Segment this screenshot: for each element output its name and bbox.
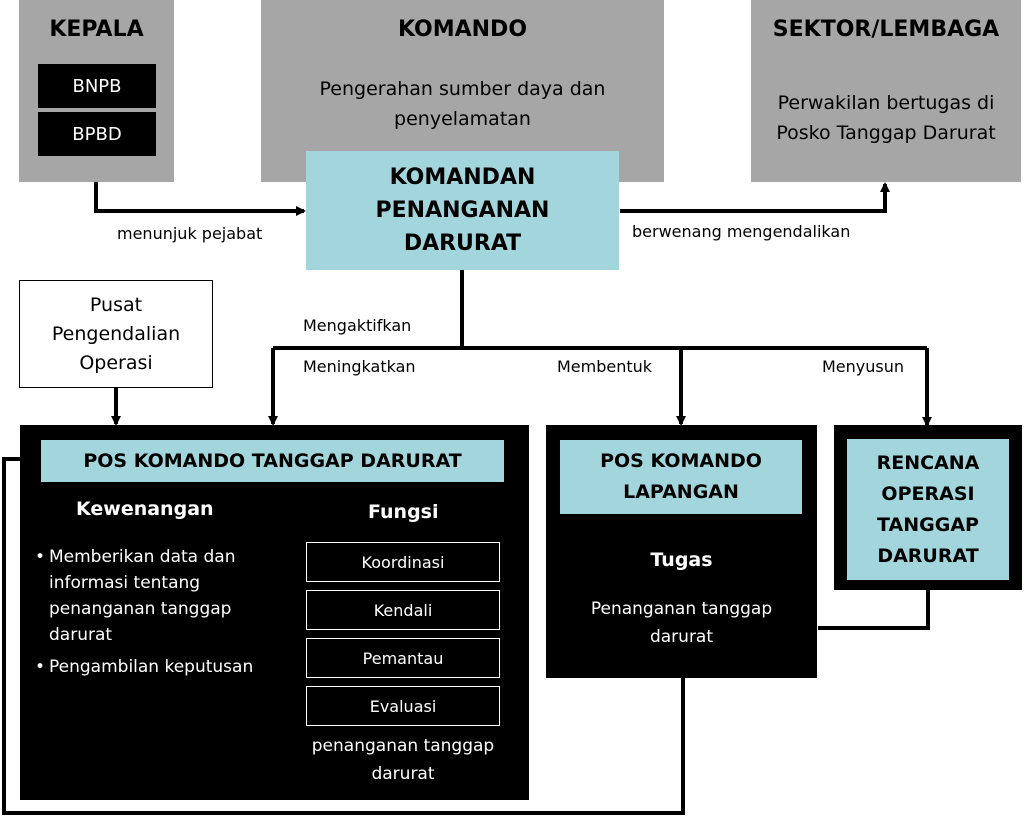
fungsi-item-koordinasi: Koordinasi [306, 542, 500, 582]
fungsi-item-pemantau: Pemantau [306, 638, 500, 678]
label-menyusun: Menyusun [822, 357, 905, 376]
sektor-desc: Perwakilan bertugas di Posko Tanggap Darurat [776, 92, 996, 144]
kepala-box [19, 0, 174, 182]
pos-lapangan-box [546, 425, 817, 678]
rencana-title: RENCANA OPERASI TANGGAP DARURAT [847, 439, 1009, 580]
kewenangan-title: Kewenangan [76, 498, 214, 520]
label-mengaktifkan: Mengaktifkan [303, 316, 412, 335]
kepala-title: KEPALA [49, 16, 144, 42]
sektor-box [751, 0, 1021, 182]
fungsi-footer: penanganan tanggap darurat [311, 736, 495, 784]
label-membentuk: Membentuk [557, 357, 653, 376]
arrow-berwenang [620, 184, 885, 211]
label-meningkatkan: Meningkatkan [303, 357, 416, 376]
fungsi-item-kendali: Kendali [306, 590, 500, 630]
komandan-box: KOMANDAN PENANGANAN DARURAT [306, 151, 619, 270]
kepala-item-bnpb: BNPB [38, 64, 156, 108]
kewenangan-item: • Pengambilan keputusan [35, 654, 280, 680]
pos-komando-title: POS KOMANDO TANGGAP DARURAT [41, 440, 504, 482]
kepala-item-bpbd: BPBD [38, 112, 156, 156]
pos-lapangan-title: POS KOMANDO LAPANGAN [560, 440, 802, 514]
sektor-title: SEKTOR/LEMBAGA [772, 16, 1000, 42]
fungsi-item-evaluasi: Evaluasi [306, 686, 500, 726]
komando-desc: Pengerahan sumber daya dan penyelamatan [319, 78, 606, 130]
label-menunjuk: menunjuk pejabat [117, 224, 263, 243]
fungsi-title: Fungsi [368, 501, 439, 523]
arrow-menunjuk [96, 182, 304, 211]
kewenangan-list [35, 544, 280, 686]
kewenangan-item: • Memberikan data dan informasi tentang penanganan tanggap darurat [35, 544, 280, 648]
tugas-title: Tugas [650, 549, 713, 571]
komando-title: KOMANDO [397, 16, 528, 42]
rencana-box [834, 425, 1022, 590]
tugas-desc: Penanganan tanggap darurat [590, 599, 773, 647]
pusat-box: Pusat Pengendalian Operasi [19, 280, 213, 388]
pos-komando-box [20, 425, 529, 800]
label-berwenang: berwenang mengendalikan [632, 222, 851, 241]
line-rencana-lapangan [818, 590, 928, 628]
